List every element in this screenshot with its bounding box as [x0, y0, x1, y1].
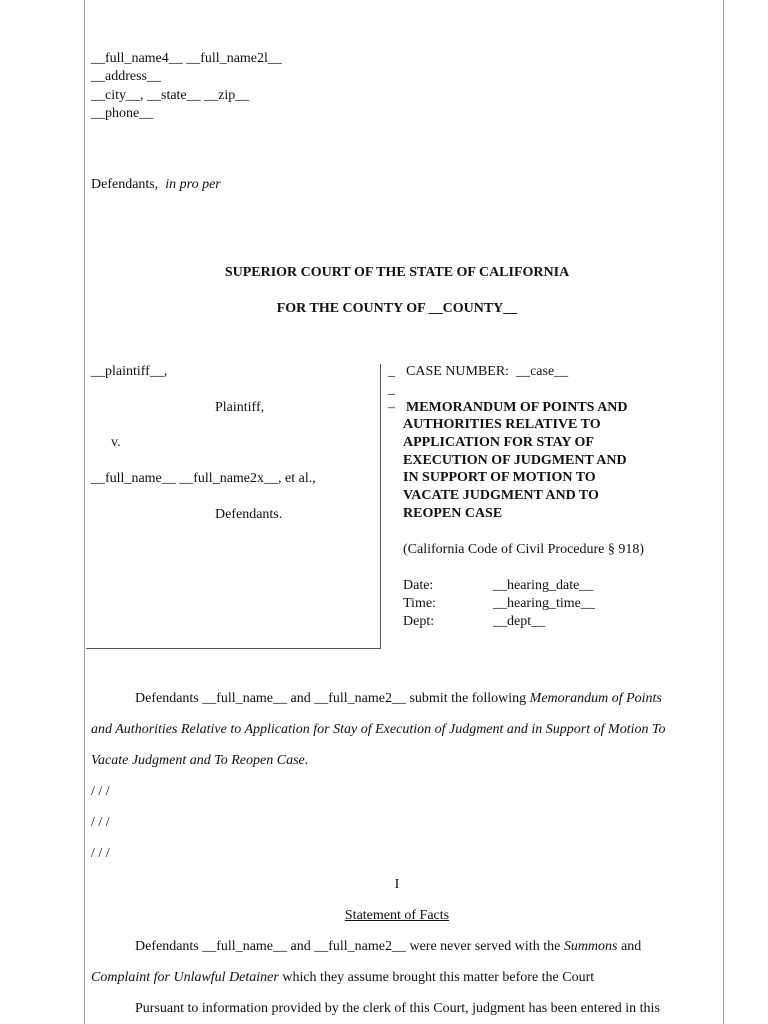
plaintiff-name: __plaintiff__, [91, 364, 168, 379]
facts-line-2 [91, 969, 594, 987]
versus: v. [111, 435, 121, 450]
memo-title-line: VACATE JUDGMENT AND TO [403, 488, 599, 503]
memo-title-line: AUTHORITIES RELATIVE TO [403, 417, 601, 432]
hearing-time-label: Time: [403, 596, 436, 611]
case-number [406, 363, 568, 381]
memo-title-line: APPLICATION FOR STAY OF [403, 435, 594, 450]
intro-memo-title-part-1: Memorandum of Points [529, 691, 662, 706]
section-title: Statement of Facts [344, 908, 450, 923]
memo-title-line: IN SUPPORT OF MOTION TO [403, 470, 596, 485]
intro-line-3 [91, 752, 308, 770]
party-label: Defendants, [91, 177, 159, 192]
facts-and: and [617, 939, 642, 954]
attorney-phone: __phone__ [91, 106, 154, 121]
party-designation [91, 176, 221, 194]
section-number: I [394, 877, 400, 892]
pursuant-line: Pursuant to information provided by the clerk of this Court, judgment has been entered in this [135, 1001, 660, 1016]
intro-period: . [304, 753, 309, 768]
slash-line: / / / [91, 846, 110, 861]
hearing-date-value: __hearing_date__ [493, 578, 594, 593]
facts-lead: Defendants __full_name__ and __full_name2__ were never served with the [135, 939, 564, 954]
intro-lead: Defendants __full_name__ and __full_name2__ submit the following [135, 691, 530, 706]
left-margin-rule [84, 0, 85, 1024]
intro-memo-title-part-3: Vacate Judgment and To Reopen Case [91, 753, 305, 768]
facts-line-1 [135, 938, 641, 956]
party-status: in pro per [165, 177, 221, 192]
hearing-time-value: __hearing_time__ [493, 596, 595, 611]
facts-complaint: Complaint for Unlawful Detainer [91, 970, 279, 985]
court-county-line: FOR THE COUNTY OF __COUNTY__ [276, 301, 518, 316]
attorney-names: __full_name4__ __full_name2l__ [91, 51, 282, 66]
slash-line: / / / [91, 815, 110, 830]
memo-title-line: MEMORANDUM OF POINTS AND [406, 400, 628, 415]
hearing-dept-value: __dept__ [493, 614, 546, 629]
code-reference: (California Code of Civil Procedure § 918) [403, 542, 645, 557]
defendant-names: __full_name__ __full_name2x__, et al., [91, 471, 316, 486]
hearing-dept-label: Dept: [403, 614, 435, 629]
memo-title-line: EXECUTION OF JUDGMENT AND [403, 453, 627, 468]
defendant-role: Defendants. [215, 507, 283, 522]
attorney-city-state-zip: __city__, __state__ __zip__ [91, 88, 250, 103]
hearing-date-label: Date: [403, 578, 434, 593]
memo-title-line: REOPEN CASE [403, 506, 503, 521]
case-number-value: __case__ [516, 364, 569, 379]
section-title-wrap [84, 907, 710, 925]
plaintiff-role: Plaintiff, [215, 400, 265, 415]
attorney-address: __address__ [91, 69, 161, 84]
dash-marker-3: – [388, 400, 395, 415]
facts-rest: which they assume brought this matter before the Court [278, 970, 595, 985]
right-margin-rule [723, 0, 724, 1024]
dash-marker-2: _ [388, 382, 395, 397]
intro-memo-title-part-2: and Authorities Relative to Application for Stay of Execution of Judgment and in Support of Motion To [91, 722, 666, 737]
facts-summons: Summons [563, 939, 618, 954]
court-title: SUPERIOR COURT OF THE STATE OF CALIFORNIA [224, 265, 570, 280]
case-number-label: CASE NUMBER: [406, 364, 510, 379]
intro-line-1 [135, 690, 662, 708]
dash-marker-1: _ [388, 364, 395, 379]
slash-line: / / / [91, 784, 110, 799]
